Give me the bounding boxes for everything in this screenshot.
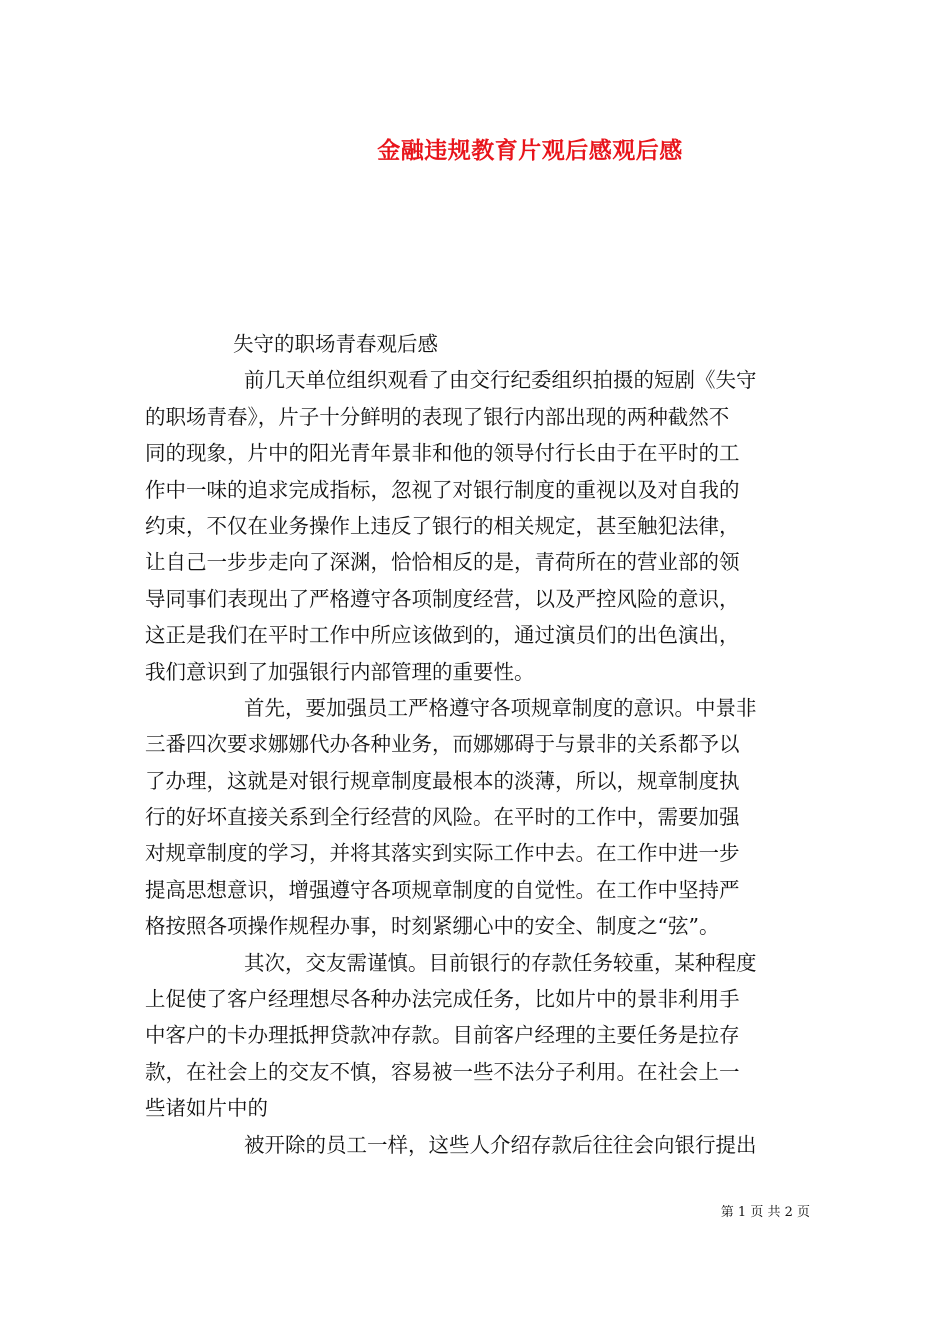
paragraph-2-line-1: 首先，要加强员工严格遵守各项规章制度的意识。中景非 — [244, 695, 757, 720]
paragraph-3-line-3: 中客户的卡办理抵押贷款冲存款。目前客户经理的主要任务是拉存 — [145, 1023, 740, 1048]
paragraph-1-line-7: 导同事们表现出了严格遵守各项制度经营，以及严控风险的意识， — [145, 586, 740, 611]
document-body — [145, 326, 809, 1163]
paragraph-1-line-8: 这正是我们在平时工作中所应该做到的，通过演员们的出色演出， — [145, 623, 740, 648]
paragraph-3-line-2: 上促使了客户经理想尽各种办法完成任务，比如片中的景非利用手 — [145, 987, 740, 1012]
paragraph-3-line-4: 款，在社会上的交友不慎，容易被一些不法分子利用。在社会上一 — [145, 1059, 740, 1084]
document-title: 金融违规教育片观后感观后感 — [377, 137, 683, 164]
paragraph-1-line-9: 我们意识到了加强银行内部管理的重要性。 — [145, 659, 535, 684]
paragraph-1-line-6: 让自己一步步走向了深渊，恰恰相反的是，青荷所在的营业部的领 — [145, 550, 740, 575]
page-number-footer: 第 1 页 共 2 页 — [720, 1205, 810, 1220]
paragraph-4-line-1: 被开除的员工一样，这些人介绍存款后往往会向银行提出 — [244, 1132, 757, 1157]
paragraph-2-line-2: 三番四次要求娜娜代办各种业务，而娜娜碍于与景非的关系都予以 — [145, 732, 740, 757]
paragraph-1-line-1: 前几天单位组织观看了由交行纪委组织拍摄的短剧《失守 — [244, 368, 757, 393]
paragraph-2-line-3: 了办理，这就是对银行规章制度最根本的淡薄，所以，规章制度执 — [145, 768, 740, 793]
paragraph-2-line-7: 格按照各项操作规程办事，时刻紧绷心中的安全、制度之“弦”。 — [145, 914, 720, 939]
paragraph-2-line-5: 对规章制度的学习，并将其落实到实际工作中去。在工作中进一步 — [145, 841, 740, 866]
paragraph-1-line-3: 同的现象，片中的阳光青年景非和他的领导付行长由于在平时的工 — [145, 441, 740, 466]
paragraph-1-line-5: 约束，不仅在业务操作上违反了银行的相关规定，甚至触犯法律， — [145, 513, 740, 538]
paragraph-2-line-4: 行的好坏直接关系到全行经营的风险。在平时的工作中，需要加强 — [145, 805, 740, 830]
paragraph-1-line-4: 作中一味的追求完成指标，忽视了对银行制度的重视以及对自我的 — [145, 477, 740, 502]
document-subtitle: 失守的职场青春观后感 — [233, 332, 438, 356]
paragraph-3-line-5: 些诸如片中的 — [145, 1096, 268, 1121]
paragraph-1-line-2: 的职场青春》，片子十分鲜明的表现了银行内部出现的两种截然不 — [145, 404, 730, 429]
paragraph-2-line-6: 提高思想意识，增强遵守各项规章制度的自觉性。在工作中坚持严 — [145, 877, 740, 902]
paragraph-3-line-1: 其次，交友需谨慎。目前银行的存款任务较重，某种程度 — [244, 950, 757, 975]
